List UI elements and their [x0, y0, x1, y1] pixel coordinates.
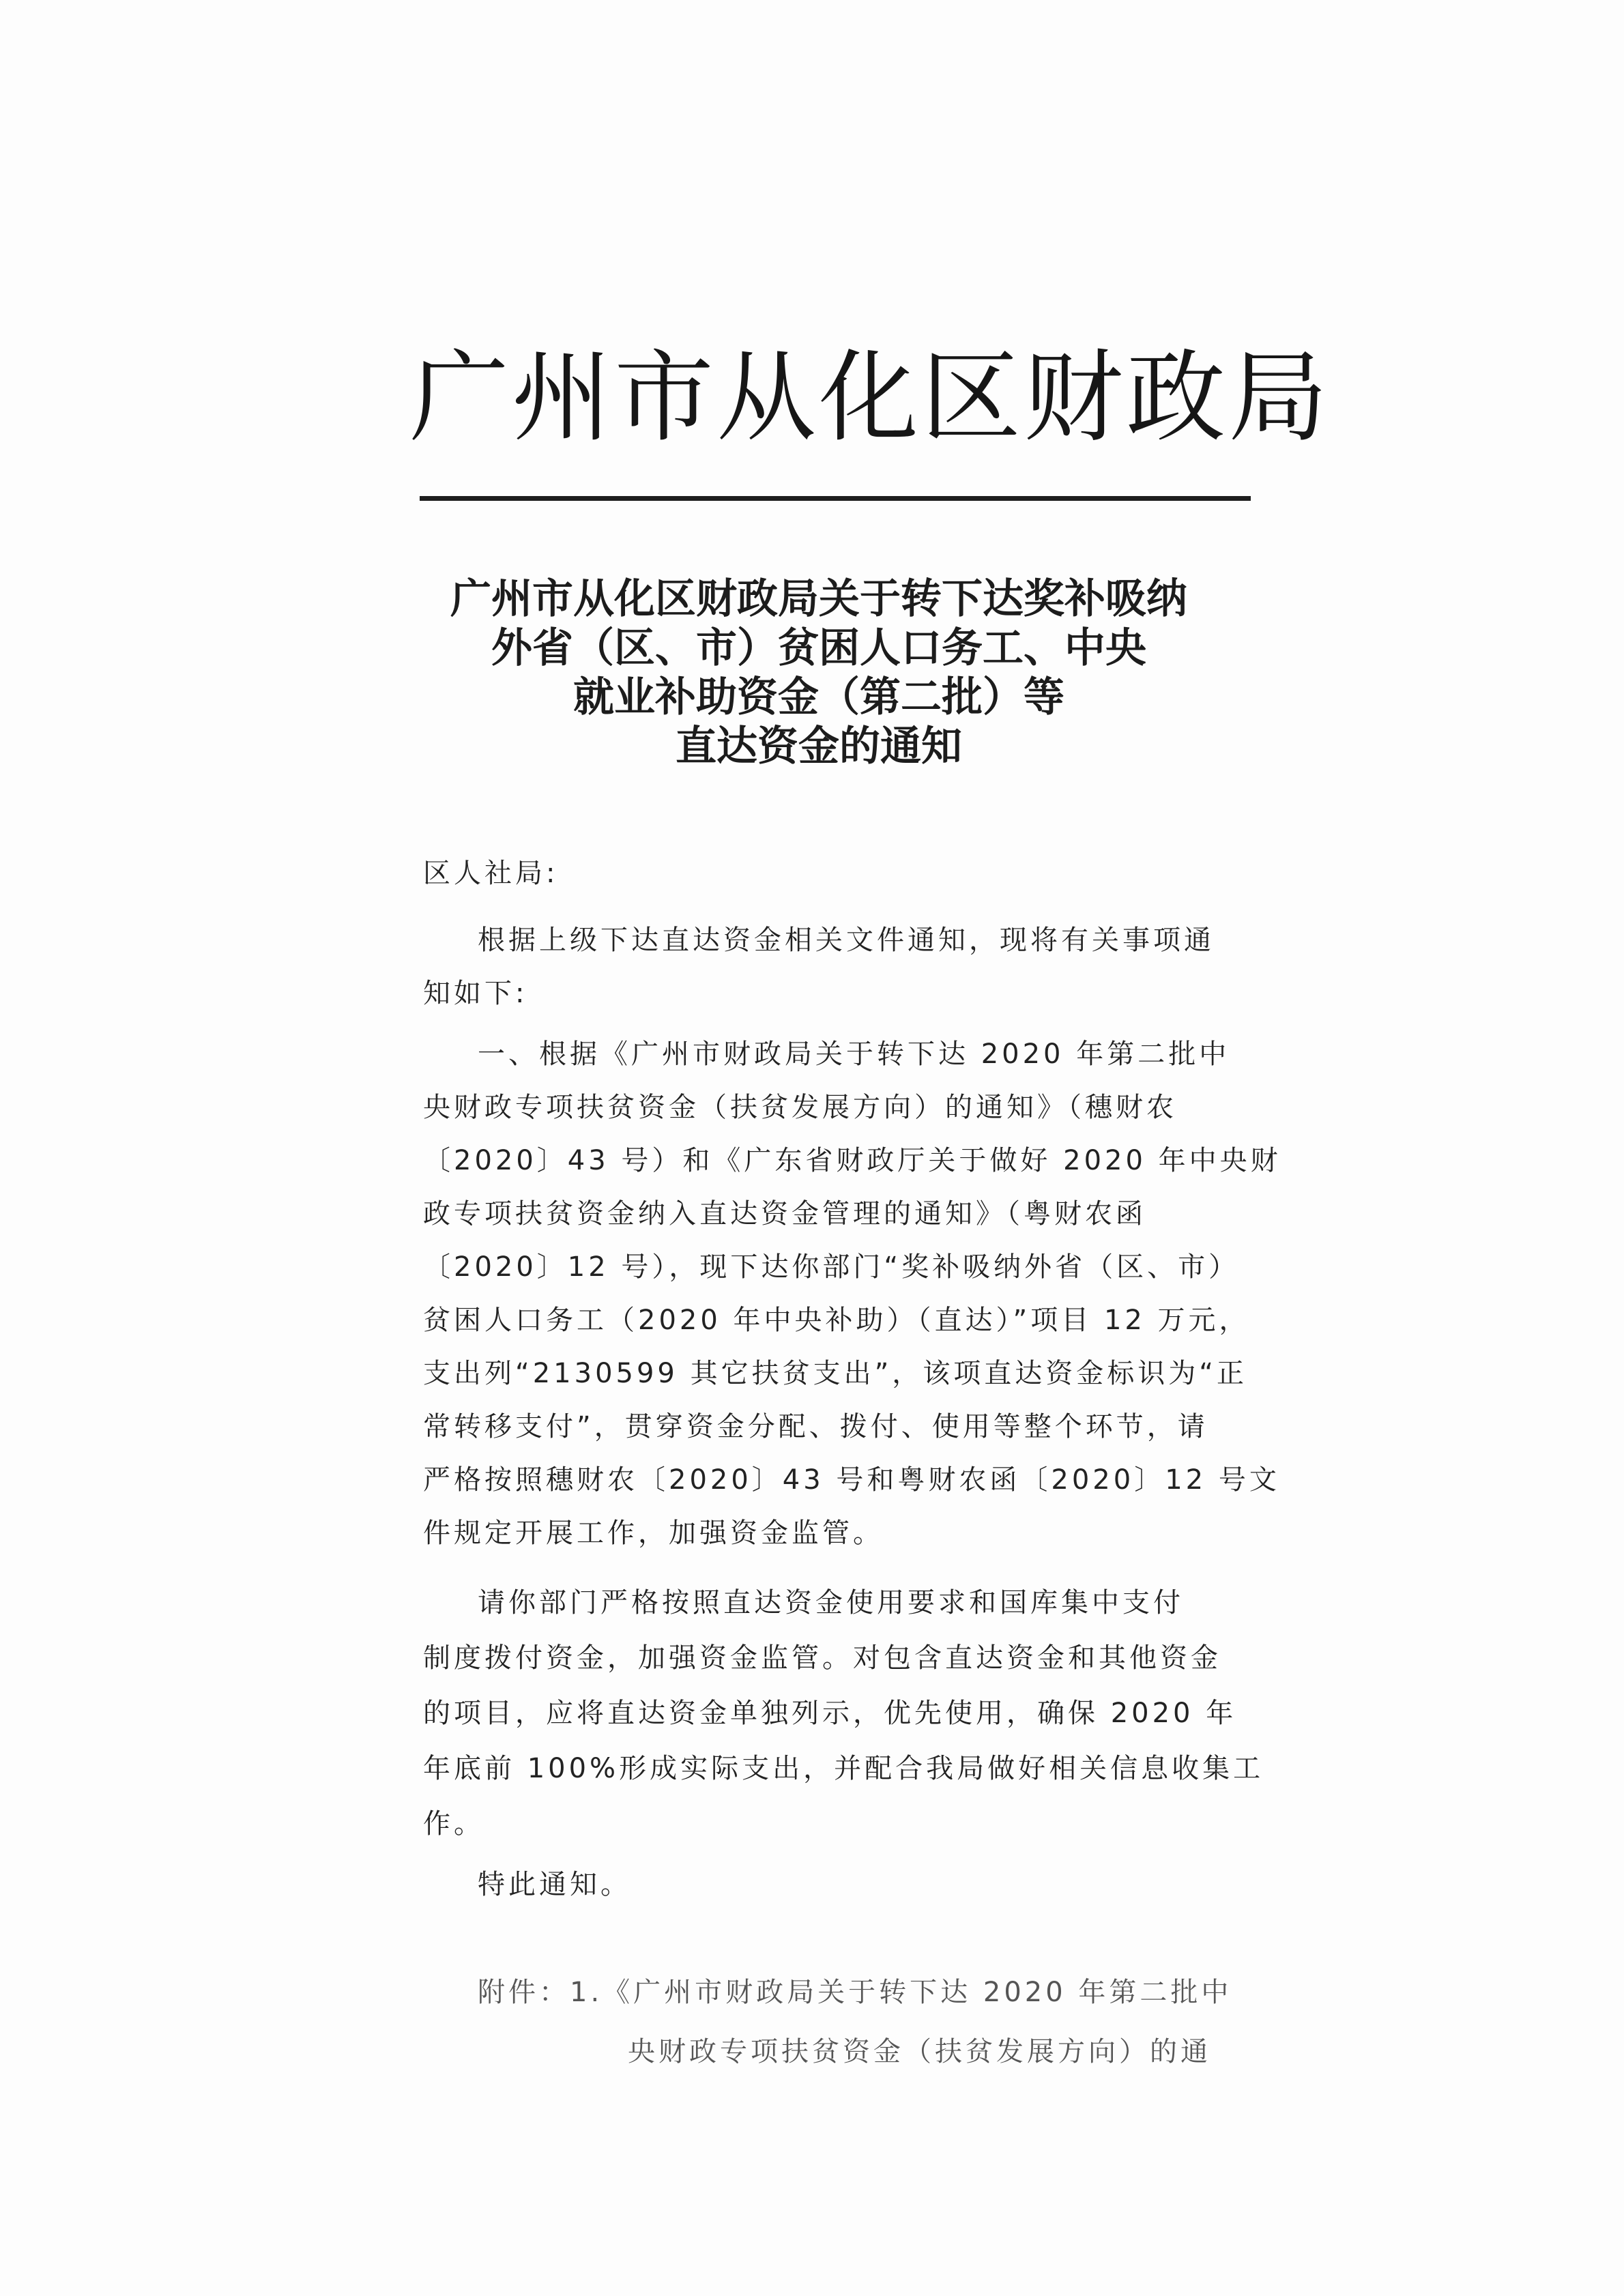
item1-line: 常转移支付”，贯穿资金分配、拨付、使用等整个环节，请 — [423, 1411, 1208, 1442]
title-line: 就业补助资金（第二批）等 — [573, 673, 1064, 721]
item2-line: 年底前 100%形成实际支出，并配合我局做好相关信息收集工 — [423, 1753, 1264, 1784]
item1-line: 一、根据《广州市财政局关于转下达 2020 年第二批中 — [478, 1038, 1230, 1070]
item1-line: 贫困人口务工（2020 年中央补助）（直达）”项目 12 万元， — [423, 1305, 1250, 1336]
item2-line: 制度拨付资金，加强资金监管。对包含直达资金和其他资金 — [423, 1642, 1221, 1674]
addressee: 区人社局: — [423, 858, 559, 889]
item1-line: 央财政专项扶贫资金（扶贫发展方向）的通知》（穗财农 — [423, 1092, 1177, 1123]
item1-line: 支出列“2130599 其它扶贫支出”，该项直达资金标识为“正 — [423, 1358, 1248, 1389]
attachment-line: 央财政专项扶贫资金（扶贫发展方向）的通 — [628, 2036, 1211, 2067]
item1-line: 〔2020〕43 号）和《广东省财政厅关于做好 2020 年中央财 — [423, 1145, 1281, 1176]
notice-body — [423, 0, 1281, 2296]
letterhead-org-name: 广州市从化区财政局 — [409, 340, 1331, 456]
intro-line: 知如下: — [423, 978, 528, 1009]
closing-line: 特此通知。 — [478, 1869, 631, 1900]
title-line: 外省（区、市）贫困人口务工、中央 — [491, 624, 1146, 672]
item2-line: 作。 — [423, 1808, 484, 1840]
item1-line: 政专项扶贫资金纳入直达资金管理的通知》（粤财农函 — [423, 1198, 1146, 1230]
item1-line: 严格按照穗财农〔2020〕43 号和粤财农函〔2020〕12 号文 — [423, 1464, 1280, 1496]
item2-line: 的项目，应将直达资金单独列示，优先使用，确保 2020 年 — [423, 1698, 1237, 1729]
item1-line: 〔2020〕12 号），现下达你部门“奖补吸纳外省（区、市） — [423, 1251, 1240, 1283]
intro-line: 根据上级下达直达资金相关文件通知，现将有关事项通 — [478, 925, 1215, 956]
item2-line: 请你部门严格按照直达资金使用要求和国库集中支付 — [478, 1587, 1184, 1618]
item1-line: 件规定开展工作，加强资金监管。 — [423, 1517, 884, 1549]
title-line: 直达资金的通知 — [676, 723, 962, 770]
title-line: 广州市从化区财政局关于转下达奖补吸纳 — [450, 575, 1187, 623]
attachment-line: 附件：1.《广州市财政局关于转下达 2020 年第二批中 — [478, 1977, 1232, 2008]
